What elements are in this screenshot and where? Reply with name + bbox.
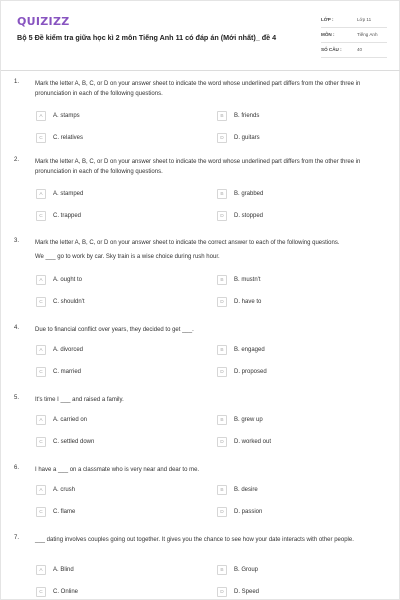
option-letter-box: B bbox=[217, 345, 227, 355]
meta-value: Lớp 11 bbox=[357, 17, 372, 22]
question-text: Mark the letter A, B, C, or D on your answer sheet to indicate the word whose underlined part differs from the other three in pronunciation in each of the following questions. bbox=[35, 81, 361, 97]
option-text: C. flame bbox=[53, 509, 76, 515]
option-letter-box: A bbox=[36, 111, 46, 121]
option-text: B. mustn't bbox=[234, 277, 261, 283]
option-text: D. worked out bbox=[234, 439, 272, 445]
option-text: C. settled down bbox=[53, 439, 95, 445]
option-letter-box: D bbox=[217, 587, 227, 597]
question-text: I have a ___ on a classmate who is very near and dear to me. bbox=[35, 467, 200, 473]
option-letter-box: D bbox=[217, 437, 227, 447]
option-letter-box: A bbox=[36, 275, 46, 285]
meta-value: Tiếng Anh bbox=[357, 32, 378, 37]
question-number: 5. bbox=[14, 395, 20, 401]
meta-row-grade bbox=[321, 13, 387, 28]
option-text: B. Group bbox=[234, 567, 259, 573]
meta-row-count bbox=[321, 43, 387, 58]
meta-label: SỐ CÂU : bbox=[321, 47, 342, 52]
option-letter-box: B bbox=[217, 485, 227, 495]
question-text: Mark the letter A, B, C, or D on your answer sheet to indicate the word whose underlined part differs from the other three in pronunciation in each of the following questions. bbox=[35, 159, 361, 175]
option-text: D. stopped bbox=[234, 213, 264, 219]
option-letter-box: D bbox=[217, 367, 227, 377]
meta-panel bbox=[321, 13, 387, 58]
option-letter-box: A bbox=[36, 565, 46, 575]
option-text: C. married bbox=[53, 369, 82, 375]
option-letter-box: C bbox=[36, 297, 46, 307]
option-letter-box: C bbox=[36, 437, 46, 447]
quizizz-logo: QUIZIZZ bbox=[17, 15, 70, 28]
option-letter-box: D bbox=[217, 297, 227, 307]
option-letter-box: B bbox=[217, 275, 227, 285]
option-text: D. guitars bbox=[234, 135, 260, 141]
option-letter-box: D bbox=[217, 507, 227, 517]
option-letter-box: A bbox=[36, 415, 46, 425]
question-number: 4. bbox=[14, 325, 20, 331]
option-letter-box: B bbox=[217, 111, 227, 121]
option-text: C. relatives bbox=[53, 135, 84, 141]
option-letter-box: B bbox=[217, 565, 227, 575]
option-letter-box: C bbox=[36, 133, 46, 143]
option-letter-box: A bbox=[36, 485, 46, 495]
question-sentence: We ___ go to work by car. Sky train is a wise choice during rush hour. bbox=[35, 254, 220, 260]
question-number: 1. bbox=[14, 79, 20, 85]
question-number: 2. bbox=[14, 157, 20, 163]
option-text: B. engaged bbox=[234, 347, 265, 353]
option-letter-box: B bbox=[217, 189, 227, 199]
meta-label: LỚP : bbox=[321, 17, 334, 22]
document-title: Bộ 5 Đề kiểm tra giữa học kì 2 môn Tiếng Anh 11 có đáp án (Mới nhất)_ đề 4 bbox=[17, 33, 277, 42]
option-letter-box: C bbox=[36, 211, 46, 221]
question-text: Due to financial conflict over years, they decided to get ___. bbox=[35, 327, 194, 333]
option-text: B. friends bbox=[234, 113, 260, 119]
question-text: ___ dating involves couples going out together. It gives you the chance to see how your date interacts with other people. bbox=[35, 537, 354, 543]
option-text: C. Online bbox=[53, 589, 79, 595]
header-divider bbox=[1, 70, 400, 71]
option-text: A. Blind bbox=[53, 567, 74, 573]
option-letter-box: C bbox=[36, 507, 46, 517]
option-text: D. have to bbox=[234, 299, 262, 305]
worksheet-header bbox=[1, 1, 400, 67]
option-text: D. Speed bbox=[234, 589, 260, 595]
meta-value: 40 bbox=[357, 47, 363, 52]
option-text: A. divorced bbox=[53, 347, 84, 353]
option-text: C. trapped bbox=[53, 213, 82, 219]
option-letter-box: C bbox=[36, 367, 46, 377]
option-text: A. stamped bbox=[53, 191, 84, 197]
question-number: 7. bbox=[14, 535, 20, 541]
question-text: Mark the letter A, B, C, or D on your answer sheet to indicate the correct answer to each of the following questions. bbox=[35, 240, 340, 246]
option-text: A. carried on bbox=[53, 417, 88, 423]
option-text: A. ought to bbox=[53, 277, 83, 283]
option-text: B. grew up bbox=[234, 417, 263, 423]
option-text: A. stamps bbox=[53, 113, 80, 119]
option-text: D. proposed bbox=[234, 369, 267, 375]
option-letter-box: B bbox=[217, 415, 227, 425]
option-text: B. grabbed bbox=[234, 191, 264, 197]
question-text: It's time I ___ and raised a family. bbox=[35, 397, 124, 403]
question-number: 6. bbox=[14, 465, 20, 471]
option-text: D. passion bbox=[234, 509, 263, 515]
option-text: B. desire bbox=[234, 487, 258, 493]
option-letter-box: D bbox=[217, 133, 227, 143]
option-text: C. shouldn't bbox=[53, 299, 85, 305]
option-letter-box: A bbox=[36, 345, 46, 355]
option-letter-box: A bbox=[36, 189, 46, 199]
meta-row-subject bbox=[321, 28, 387, 43]
option-letter-box: D bbox=[217, 211, 227, 221]
question-number: 3. bbox=[14, 238, 20, 244]
option-letter-box: C bbox=[36, 587, 46, 597]
meta-label: MÔN : bbox=[321, 32, 335, 37]
option-text: A. crush bbox=[53, 487, 76, 493]
